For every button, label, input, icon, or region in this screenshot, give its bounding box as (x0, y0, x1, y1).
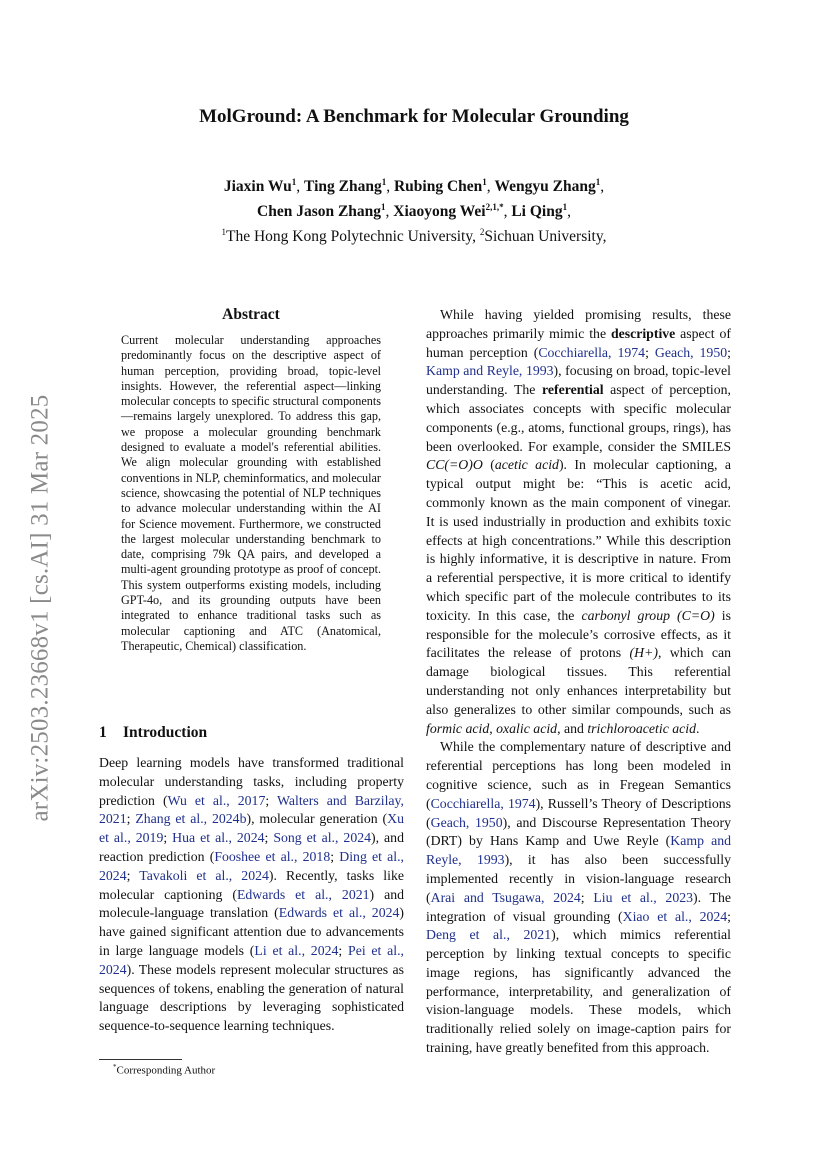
affiliation-mark: 1 (291, 177, 297, 187)
footnote-rule (99, 1059, 182, 1060)
right-column (426, 306, 731, 1058)
arxiv-stamp: arXiv:2503.23668v1 [cs.AI] 31 Mar 2025 (26, 394, 54, 822)
citation-link[interactable]: Walters and Barzilay, 2021 (99, 792, 404, 827)
citation-link[interactable]: Song et al., 2024 (273, 830, 372, 846)
citation-link[interactable]: Xiao et al., 2024 (622, 908, 728, 924)
citation-link[interactable]: Liu et al., 2023 (593, 889, 694, 905)
paragraph: Deep learning models have transformed traditional molecular understanding tasks, including property prediction (Wu et al., 2017; Walters and Barzilay, 2021; Zhang et al., 2024b), molecular generation (Xu et al., 2019; Hua et al., 2024; Song et al., 2024), and reaction prediction (Fooshee et al., 2018; Ding et al., 2024; Tavakoli et al., 2024). Recently, tasks like molecular captioning (Edwards et al., 2021) and molecule-language translation (Edwards et al., 2024) have gained significant attention due to advancements in large language models (Li et al., 2024; Pei et al., 2024). These models represent molecular structures as sequences of tokens, enabling the generation of natural language descriptions by leveraging sophisticated sequence-to-sequence learning techniques. (99, 755, 405, 1034)
citation-link[interactable]: Ding et al., 2024 (99, 848, 404, 883)
author-line-1: Jiaxin Wu$^1$, Ting Zhang$^1$, Rubing Chen$^1$, Wengyu Zhang$^1$, (223, 177, 605, 196)
citation-link[interactable]: Tavakoli et al., 2024 (139, 867, 269, 883)
paper-title: MolGround: A Benchmark for Molecular Grounding (199, 106, 629, 127)
author-block (100, 172, 728, 247)
citation-link[interactable]: Cocchiarella, 1974 (538, 344, 646, 360)
author-name: Chen Jason Zhang (257, 203, 382, 221)
affiliation-mark: 1 (562, 202, 568, 213)
affiliation-mark: 1 (381, 202, 386, 213)
paragraph: While having yielded promising results, these approaches primarily mimic the descriptive aspect of human perception (Cocchiarella, 1974; Geach, 1950; Kamp and Reyle, 1993), focusing on broad, topic-level understanding. The referential aspect of perception, which associates concepts with specific molecular components (e.g., atoms, functional groups, rings), has been overlooked. For example, consider the SMILES CC(=O)O (acetic acid). In molecular captioning, a typical output might be: “This is acetic acid, commonly known as the main component of vinegar. It is used industrially in production and exhibits toxic effects at high concentrations.” While this description is highly informative, it is descriptive in nature. From a referential perspective, it is more critical to identify which specific part of the molecule contributes to its toxicity. In this case, the carbonyl group (C=O) is responsible for the molecule’s corrosive effects, as it facilitates the release of protons (H+), which can damage biological tissues. This referential understanding not only enhances interpretability but also generalizes to other similar compounds, such as formic acid, oxalic acid, and trichloroacetic acid. (426, 307, 732, 736)
abstract-body (121, 333, 381, 654)
citation-link[interactable]: Kamp and Reyle, 1993 (426, 833, 732, 868)
citation-link[interactable]: Cocchiarella, 1974 (430, 795, 536, 811)
footnote-text: Corresponding Author (116, 1064, 216, 1077)
footnote-mark: * (113, 1063, 117, 1071)
citation-link[interactable]: Kamp and Reyle, 1993 (426, 363, 554, 379)
affiliation: The Hong Kong Polytechnic University, (226, 228, 476, 246)
affiliation-mark: 2,1,* (485, 202, 504, 213)
section-number: 1 (99, 724, 107, 741)
affiliation-mark: 1 (482, 177, 487, 187)
citation-link[interactable]: Li et al., 2024 (254, 942, 339, 958)
author-name: Wengyu Zhang (494, 178, 596, 196)
author-name: Li Qing (511, 203, 563, 221)
author-name: Xiaoyong Wei (393, 203, 486, 221)
citation-link[interactable]: Pei et al., 2024 (99, 942, 405, 977)
abstract-heading: Abstract (222, 306, 280, 323)
abstract-text: Current molecular understanding approaches predominantly focus on the descriptive aspect of human perception, providing broad, topic-level insights. However, the referential aspect—linking molecular concepts to specific structural components—remains largely unexplored. To address this gap, we propose a molecular grounding benchmark designed to evaluate a model's referential abilities. We align molecular grounding with established conventions in NLP, cheminformatics, and molecular science, showcasing the potential of NLP techniques to advance molecular understanding within the AI for Science movement. Furthermore, we constructed the largest molecular understanding benchmark to date, comprising 79k QA pairs, and developed a multi-agent grounding prototype as proof of concept. This system outperforms existing models, including GPT-4o, and its grounding outputs have been integrated to enhance traditional tasks such as molecular captioning and ATC (Anatomical, Therapeutic, Chemical) classification. (121, 333, 381, 653)
author-name: Rubing Chen (393, 178, 483, 196)
paragraph: While the complementary nature of descriptive and referential perceptions has long been modeled in cognitive science, such as in Fregean Semantics (Cocchiarella, 1974), Russell’s Theory of Descriptions (Geach, 1950), and Discourse Representation Theory (DRT) by Hans Kamp and Uwe Reyle (Kamp and Reyle, 1993), it has also been successfully implemented recently in vision-language research (Arai and Tsugawa, 2024; Liu et al., 2023). The integration of visual grounding (Xiao et al., 2024; Deng et al., 2021), which mimics referential perception by linking textual concepts to specific image regions, has significantly advanced the performance, interpretability, and generalization of vision-language models. These models, which traditionally relied solely on image-caption pairs for training, have greatly benefited from this approach. (426, 739, 732, 1056)
section-heading (99, 724, 207, 742)
citation-link[interactable]: Arai and Tsugawa, 2024 (430, 889, 581, 905)
section-title: Introduction (123, 724, 208, 741)
citation-link[interactable]: Edwards et al., 2024 (278, 905, 400, 921)
affiliation-mark: 1 (381, 177, 387, 187)
author-name: Jiaxin Wu (223, 178, 292, 196)
citation-link[interactable]: Hua et al., 2024 (172, 830, 265, 846)
arxiv-sidebar (18, 366, 62, 850)
citation-link[interactable]: Zhang et al., 2024b (135, 811, 247, 827)
citation-link[interactable]: Wu et al., 2017 (167, 792, 266, 808)
citation-link[interactable]: Geach, 1950 (430, 814, 503, 830)
author-name: Ting Zhang (304, 178, 382, 196)
affiliation-mark: 2 (479, 227, 485, 238)
intro-column (99, 754, 404, 1036)
affiliation-mark: 1 (221, 227, 227, 238)
citation-link[interactable]: Geach, 1950 (654, 344, 728, 360)
author-line-2: Chen Jason Zhang$^1$, Xiaoyong Wei$^{2,1,*}$, Li Qing$^1$, (257, 202, 571, 221)
citation-link[interactable]: Deng et al., 2021 (426, 927, 552, 943)
affiliation-mark: 1 (595, 177, 601, 187)
citation-link[interactable]: Xu et al., 2019 (99, 811, 404, 846)
citation-link[interactable]: Fooshee et al., 2018 (214, 848, 331, 864)
affiliation: Sichuan University, (484, 228, 607, 246)
affiliation-line (100, 222, 728, 247)
footnote (113, 1063, 215, 1077)
citation-link[interactable]: Edwards et al., 2021 (236, 886, 370, 902)
